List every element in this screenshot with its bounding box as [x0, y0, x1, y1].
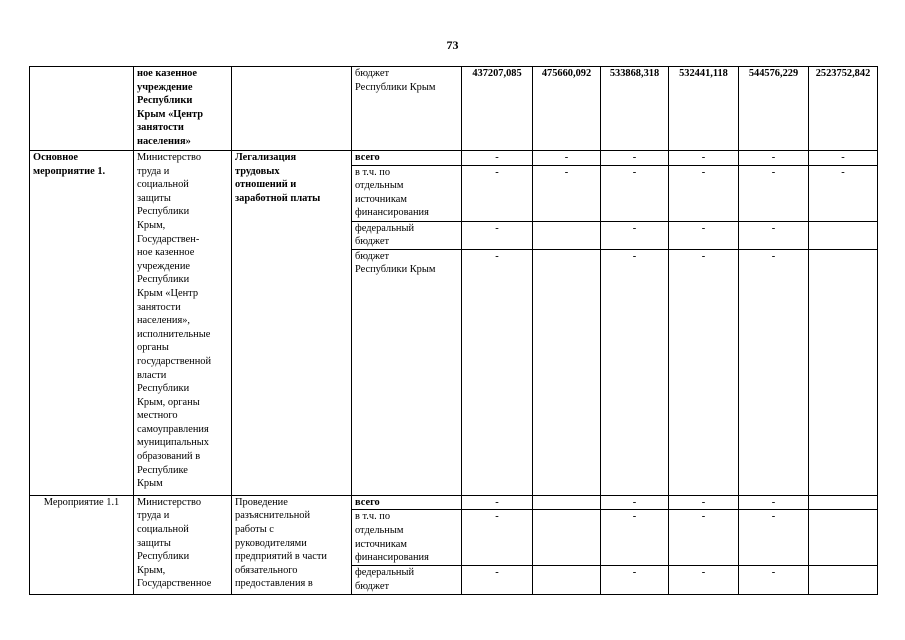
name-cell	[30, 151, 134, 496]
value-cell: 533868,318	[601, 67, 669, 151]
text-line: Государствен-	[137, 233, 200, 245]
text-line: отношений и	[235, 179, 297, 191]
value-cell: -	[601, 495, 669, 510]
text-line: источникам	[355, 193, 407, 205]
text-line: Республики	[137, 206, 190, 218]
text-line: Проведение	[235, 496, 288, 508]
text-line: Мероприятие 1.1	[43, 496, 120, 508]
table-row	[30, 67, 878, 151]
text-line: учреждение	[137, 81, 193, 93]
text-line: финансирования	[355, 552, 429, 564]
text-line: трудовых	[235, 165, 280, 177]
value-cell: 544576,229	[739, 67, 809, 151]
text-line: Республики	[137, 95, 193, 107]
text-line: предоставления в	[235, 578, 313, 590]
value-cell: -	[601, 510, 669, 566]
text-line: источникам	[355, 538, 407, 550]
budget-table	[29, 66, 878, 595]
text-line: защиты	[137, 537, 171, 549]
text-line: Республики	[137, 551, 190, 563]
value-cell	[533, 221, 601, 249]
text-line: предприятий в части	[235, 551, 327, 563]
text-line: бюджет	[355, 68, 390, 79]
executor-cell	[134, 151, 232, 496]
value-cell	[809, 495, 878, 510]
value-cell: -	[669, 249, 739, 495]
value-cell: 475660,092	[533, 67, 601, 151]
text-line: труда и	[137, 510, 170, 522]
value-cell: -	[669, 510, 739, 566]
text-line: образований в	[137, 451, 201, 463]
value-cell: -	[739, 566, 809, 594]
title-cell	[232, 151, 352, 496]
value-cell: -	[462, 510, 533, 566]
text-line: социальной	[137, 523, 189, 535]
table-row	[30, 151, 878, 166]
name-cell	[30, 495, 134, 594]
text-line: муниципальных	[137, 437, 209, 449]
source-cell	[352, 67, 462, 151]
value-cell: -	[462, 566, 533, 594]
text-line: органы	[137, 342, 169, 354]
executor-cell	[134, 495, 232, 594]
text-line: населения»,	[137, 315, 191, 327]
text-line: бюджет	[355, 580, 390, 592]
text-line: федеральный	[355, 567, 415, 579]
title-cell	[232, 495, 352, 594]
text-line: в т.ч. по	[355, 166, 391, 178]
text-line: федеральный	[355, 222, 415, 234]
value-cell: -	[462, 221, 533, 249]
text-line: занятости	[137, 301, 181, 313]
page-number: 73	[446, 38, 459, 52]
value-cell: -	[462, 495, 533, 510]
text-line: всего	[355, 496, 380, 508]
text-line: отдельным	[355, 524, 404, 536]
value-cell: -	[669, 495, 739, 510]
value-cell: -	[809, 165, 878, 221]
value-cell: -	[601, 221, 669, 249]
text-line: в т.ч. по	[355, 511, 391, 523]
text-line: Крым,	[137, 564, 166, 576]
text-line: самоуправления	[137, 423, 209, 435]
text-line: Легализация	[235, 152, 297, 163]
text-line: государственной	[137, 355, 212, 367]
table-row	[30, 495, 878, 510]
value-cell: -	[533, 151, 601, 166]
value-cell	[533, 566, 601, 594]
value-cell: -	[669, 221, 739, 249]
text-line: Министерство	[137, 496, 202, 508]
text-line: Республики	[137, 274, 190, 286]
text-line: бюджет	[355, 236, 390, 248]
source-cell	[352, 221, 462, 249]
text-line: Министерство	[137, 152, 202, 163]
text-line: исполнительные	[137, 328, 211, 340]
text-line: ное казенное	[137, 68, 197, 79]
value-cell: -	[462, 249, 533, 495]
value-cell: -	[533, 165, 601, 221]
text-line: обязательного	[235, 564, 298, 576]
executor-cell	[134, 67, 232, 151]
text-line: разъяснительной	[235, 510, 311, 522]
value-cell	[809, 510, 878, 566]
text-line: Основное	[33, 152, 79, 163]
source-cell	[352, 510, 462, 566]
value-cell: -	[462, 151, 533, 166]
value-cell: -	[739, 165, 809, 221]
text-line: социальной	[137, 179, 189, 191]
text-line: Крым	[137, 478, 163, 490]
title-cell	[232, 67, 352, 151]
value-cell	[809, 566, 878, 594]
value-cell: -	[739, 510, 809, 566]
source-cell	[352, 495, 462, 510]
value-cell	[809, 221, 878, 249]
text-line: бюджет	[355, 250, 390, 262]
value-cell	[533, 495, 601, 510]
name-cell	[30, 67, 134, 151]
source-cell	[352, 151, 462, 166]
value-cell: -	[601, 566, 669, 594]
text-line: заработной платы	[235, 192, 321, 204]
text-line: населения»	[137, 135, 191, 147]
text-line: руководителями	[235, 537, 307, 549]
value-cell	[533, 249, 601, 495]
text-line: всего	[355, 152, 380, 163]
text-line: Республики	[137, 383, 190, 395]
text-line: Крым, органы	[137, 396, 200, 408]
value-cell: -	[601, 151, 669, 166]
value-cell	[809, 249, 878, 495]
text-line: занятости	[137, 122, 184, 134]
text-line: финансирования	[355, 207, 429, 219]
text-line: работы с	[235, 523, 274, 535]
value-cell: -	[669, 151, 739, 166]
text-line: Государственное	[137, 578, 212, 590]
text-line: труда и	[137, 165, 170, 177]
text-line: защиты	[137, 192, 171, 204]
value-cell: 532441,118	[669, 67, 739, 151]
text-line: Крым,	[137, 219, 166, 231]
text-line: ное казенное	[137, 247, 195, 259]
value-cell: -	[669, 165, 739, 221]
source-cell	[352, 249, 462, 495]
text-line: Республики Крым	[355, 81, 436, 93]
value-cell: -	[601, 249, 669, 495]
source-cell	[352, 165, 462, 221]
value-cell: -	[462, 165, 533, 221]
value-cell: -	[809, 151, 878, 166]
text-line: Крым «Центр	[137, 108, 203, 120]
text-line: мероприятие 1.	[33, 165, 106, 177]
text-line: местного	[137, 410, 178, 422]
value-cell: -	[739, 151, 809, 166]
text-line: власти	[137, 369, 167, 381]
value-cell: -	[739, 221, 809, 249]
value-cell	[533, 510, 601, 566]
text-line: Республике	[137, 464, 188, 476]
value-cell: 2523752,842	[809, 67, 878, 151]
text-line: учреждение	[137, 260, 191, 272]
value-cell: -	[739, 495, 809, 510]
value-cell: -	[669, 566, 739, 594]
text-line: Республики Крым	[355, 264, 436, 276]
value-cell: -	[601, 165, 669, 221]
source-cell	[352, 566, 462, 594]
value-cell: -	[739, 249, 809, 495]
text-line: отдельным	[355, 180, 404, 192]
value-cell: 437207,085	[462, 67, 533, 151]
text-line: Крым «Центр	[137, 287, 199, 299]
